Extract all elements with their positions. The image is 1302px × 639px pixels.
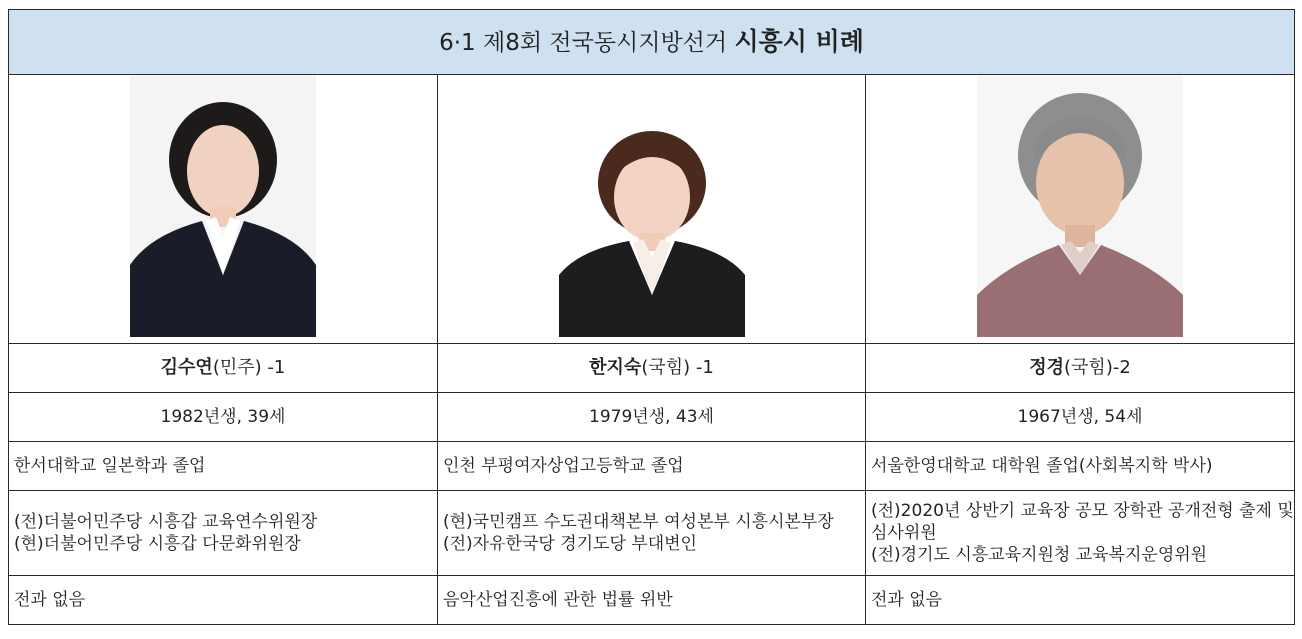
title-emphasis: 시흥시 비례	[734, 26, 864, 56]
candidate-party-rank: (국힘)-2	[1064, 357, 1131, 378]
photo-cell-1	[9, 75, 438, 344]
career-cell-3	[866, 491, 1295, 576]
title-prefix: 6·1 제8회 전국동시지방선거	[439, 29, 735, 56]
candidate-table	[8, 9, 1295, 625]
name-cell-3	[866, 344, 1295, 393]
career-line: (전)2020년 상반기 교육장 공모 장학관 공개전형 출제 및 심사위원	[871, 501, 1294, 543]
birth-cell-1: 1982년생, 39세	[9, 393, 438, 442]
name-cell-2	[438, 344, 866, 393]
candidate-portrait-kim-icon	[130, 75, 316, 337]
candidate-party-rank: (민주) -1	[212, 357, 286, 378]
record-cell-3: 전과 없음	[866, 576, 1295, 625]
photo-cell-3	[866, 75, 1295, 344]
education-cell-3: 서울한영대학교 대학원 졸업(사회복지학 박사)	[866, 442, 1295, 491]
career-line: (전)경기도 시흥교육지원청 교육복지운영위원	[871, 545, 1208, 565]
candidate-name: 정경	[1029, 357, 1065, 378]
photo-cell-2	[438, 75, 866, 344]
career-cell-1	[9, 491, 438, 576]
education-cell-2: 인천 부평여자상업고등학교 졸업	[438, 442, 866, 491]
name-cell-1	[9, 344, 438, 393]
candidate-name: 김수연	[160, 357, 213, 378]
career-line: (현)더불어민주당 시흥갑 다문화위원장	[14, 534, 301, 554]
candidate-table-wrapper	[8, 9, 1294, 625]
birth-cell-3: 1967년생, 54세	[866, 393, 1295, 442]
birth-cell-2: 1979년생, 43세	[438, 393, 866, 442]
candidate-party-rank: (국힘) -1	[641, 357, 714, 378]
career-line: (전)자유한국당 경기도당 부대변인	[443, 534, 697, 554]
career-cell-2	[438, 491, 866, 576]
table-title	[9, 10, 1295, 75]
record-cell-2: 음악산업진흥에 관한 법률 위반	[438, 576, 866, 625]
candidate-portrait-han-icon	[559, 105, 745, 337]
career-line: (현)국민캠프 수도권대책본부 여성본부 시흥시본부장	[443, 512, 834, 532]
candidate-portrait-jung-icon	[977, 75, 1183, 337]
candidate-name: 한지숙	[589, 357, 642, 378]
record-cell-1: 전과 없음	[9, 576, 438, 625]
career-line: (전)더불어민주당 시흥갑 교육연수위원장	[14, 512, 318, 532]
education-cell-1: 한서대학교 일본학과 졸업	[9, 442, 438, 491]
